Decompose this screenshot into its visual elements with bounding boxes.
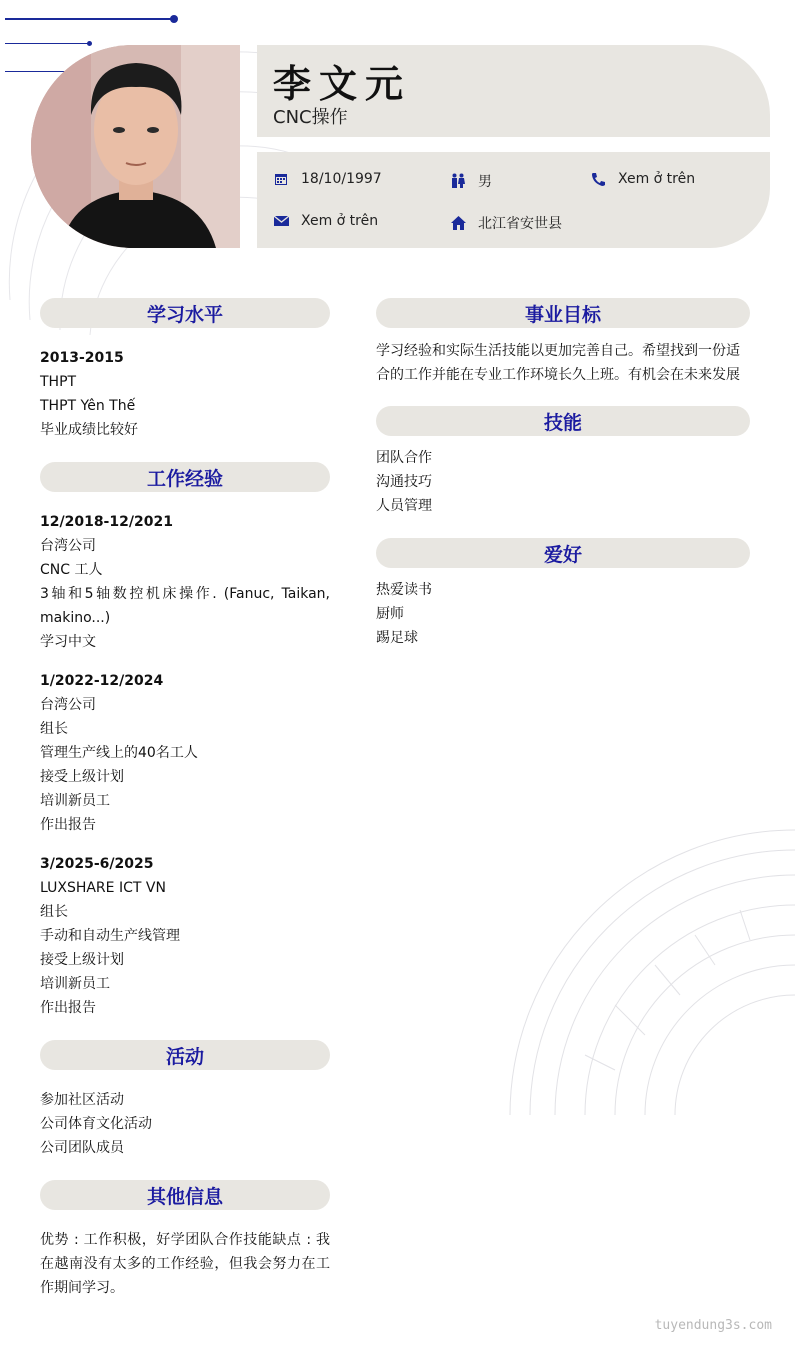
job-line: 学习中文 xyxy=(40,634,96,650)
hobby-item: 热爱读书 xyxy=(376,582,432,598)
job-line: 台湾公司 xyxy=(40,538,96,554)
hobby-item: 厨师 xyxy=(376,606,404,622)
education-content xyxy=(40,346,330,442)
dob-value: 18/10/1997 xyxy=(301,171,382,187)
gender-icon xyxy=(450,173,466,189)
job-line: 台湾公司 xyxy=(40,697,96,713)
job-line: 3轴和5轴数控机床操作. (Fanuc, Taikan, makino...) xyxy=(40,586,330,626)
address-value: 北江省安世县 xyxy=(478,216,562,232)
email-value: Xem ở trên xyxy=(301,213,379,229)
phone-icon xyxy=(590,171,606,187)
job-line: 管理生产线上的40名工人 xyxy=(40,745,198,761)
education-line: THPT xyxy=(40,374,77,390)
skill-item: 人员管理 xyxy=(376,498,432,514)
email-item xyxy=(273,213,378,229)
site-watermark: tuyendung3s.com xyxy=(654,1318,772,1333)
gender-item xyxy=(450,171,492,191)
other-info-heading: 其他信息 xyxy=(40,1180,330,1210)
experience-heading: 工作经验 xyxy=(40,462,330,492)
hobbies-heading: 爱好 xyxy=(376,538,750,568)
header-info-panel xyxy=(257,152,770,248)
skill-item: 团队合作 xyxy=(376,450,432,466)
job-line: 手动和自动生产线管理 xyxy=(40,928,180,944)
avatar-illustration xyxy=(31,45,240,248)
dob-item xyxy=(273,171,382,187)
objective-heading: 事业目标 xyxy=(376,298,750,328)
gender-value: 男 xyxy=(478,174,492,190)
education-heading: 学习水平 xyxy=(40,298,330,328)
job-period: 12/2018-12/2021 xyxy=(40,514,173,530)
job-line: 作出报告 xyxy=(40,1000,96,1016)
job-line: 作出报告 xyxy=(40,817,96,833)
activities-content xyxy=(40,1088,330,1160)
education-line: 毕业成绩比较好 xyxy=(40,422,138,438)
calendar-icon xyxy=(273,171,289,187)
job-line: 接受上级计划 xyxy=(40,769,124,785)
hobby-item: 踢足球 xyxy=(376,630,418,646)
job-line: 组长 xyxy=(40,721,68,737)
home-icon xyxy=(450,215,466,231)
job-line: 培训新员工 xyxy=(40,976,110,992)
activity-line: 参加社区活动 xyxy=(40,1092,124,1108)
education-line: THPT Yên Thế xyxy=(40,398,136,414)
activity-line: 公司体育文化活动 xyxy=(40,1116,152,1132)
skill-item: 沟通技巧 xyxy=(376,474,432,490)
job-period: 3/2025-6/2025 xyxy=(40,856,154,872)
activity-line: 公司团队成员 xyxy=(40,1140,124,1156)
profile-photo xyxy=(31,45,240,248)
header-name-panel xyxy=(257,45,770,137)
skills-heading: 技能 xyxy=(376,406,750,436)
job-period: 1/2022-12/2024 xyxy=(40,673,164,689)
hobbies-content xyxy=(376,578,750,650)
job-line: 组长 xyxy=(40,904,68,920)
address-item xyxy=(450,213,562,233)
experience-content xyxy=(40,510,330,1020)
job-line: LUXSHARE ICT VN xyxy=(40,880,166,896)
candidate-role: CNC操作 xyxy=(273,107,348,128)
activities-heading: 活动 xyxy=(40,1040,330,1070)
mail-icon xyxy=(273,213,289,229)
objective-text: 学习经验和实际生活技能以更加完善自己。希望找到一份适合的工作并能在专业工作环境长久上班。有机会在未来发展 xyxy=(376,343,740,383)
job-line: 培训新员工 xyxy=(40,793,110,809)
job-line: CNC 工人 xyxy=(40,562,103,578)
job-line: 接受上级计划 xyxy=(40,952,124,968)
candidate-name: 李文元 xyxy=(273,62,412,106)
skills-content xyxy=(376,446,750,518)
phone-value: Xem ở trên xyxy=(618,171,696,187)
other-info-text: 优势 : 工作积极，好学团队合作技能缺点 : 我在越南没有太多的工作经验，但我会努力在工作期间学习。 xyxy=(40,1232,330,1296)
phone-item xyxy=(590,171,695,187)
background-arcs-bottom xyxy=(505,825,800,1120)
education-period: 2013-2015 xyxy=(40,350,124,366)
